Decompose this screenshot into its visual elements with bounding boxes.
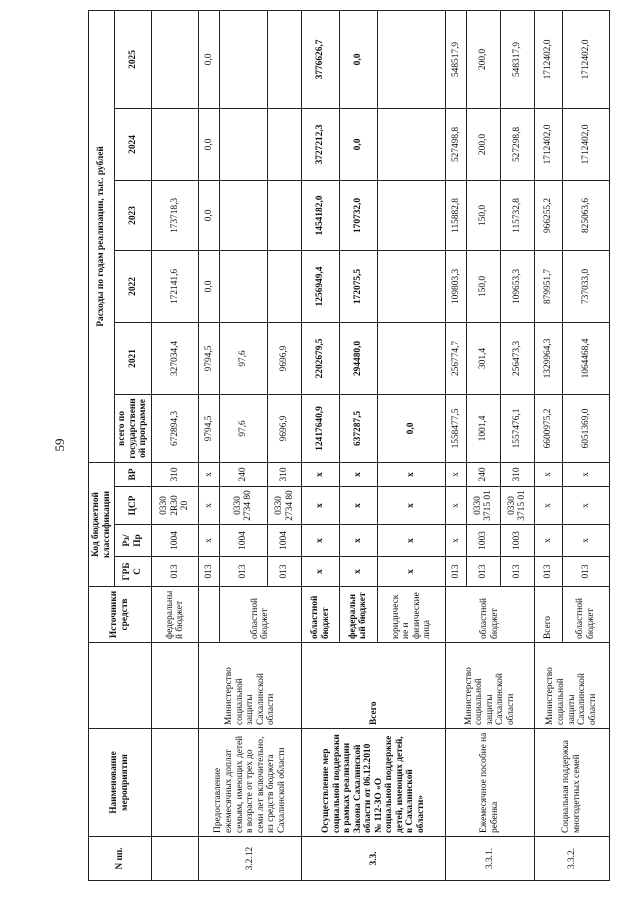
cell-2022: 150,0 bbox=[466, 250, 500, 322]
cell-source: областной бюджет bbox=[219, 587, 302, 643]
cell-name: Предоставление ежемесячных доплат семьям, имеющих детей в возрасте от трех до семи лет включительно, из средств бюджета Сахалинской области bbox=[199, 729, 302, 837]
cell-total: 672894,3 bbox=[151, 394, 199, 462]
cell-2024: 0,0 bbox=[340, 108, 378, 180]
cell-source: областной бюджет bbox=[446, 587, 534, 643]
cell-2024: 0,0 bbox=[199, 108, 219, 180]
cell-vr: x bbox=[562, 462, 609, 486]
cell-total: 9794,5 bbox=[199, 394, 219, 462]
cell-grbs: x bbox=[340, 557, 378, 587]
cell-name: Социальная поддержка многодетных семей bbox=[534, 729, 609, 837]
cell-2025: 200,0 bbox=[466, 10, 500, 108]
cell-csr: 0330 3715 01 bbox=[466, 487, 500, 525]
expenses-table bbox=[88, 10, 610, 881]
cell-grbs: 013 bbox=[446, 557, 466, 587]
cell-2022: 879951,7 bbox=[534, 250, 562, 322]
cell-name: Ежемесячное пособие на ребенка bbox=[446, 729, 534, 837]
cell-vr: 240 bbox=[219, 462, 267, 486]
cell-total: 1558477,5 bbox=[446, 394, 466, 462]
cell-num: 3.3. bbox=[302, 837, 446, 881]
cell-executor: Всего bbox=[302, 643, 446, 729]
table-row bbox=[151, 10, 199, 880]
cell-vr: x bbox=[302, 462, 340, 486]
cell-2023 bbox=[377, 180, 445, 250]
header-2025: 2025 bbox=[115, 10, 152, 108]
cell-2023: 150,0 bbox=[466, 180, 500, 250]
cell-source: областной бюджет bbox=[302, 587, 340, 643]
cell-2021 bbox=[377, 322, 445, 394]
cell-executor: Министерство социальной защиты Сахалинской области bbox=[534, 643, 609, 729]
cell-2022: 0,0 bbox=[199, 250, 219, 322]
header-vr: ВР bbox=[115, 462, 152, 486]
cell-2021: 1329964,3 bbox=[534, 322, 562, 394]
cell-total: 637287,5 bbox=[340, 394, 378, 462]
cell-vr: 310 bbox=[268, 462, 302, 486]
cell-2022: 172075,5 bbox=[340, 250, 378, 322]
cell-2022: 109653,3 bbox=[500, 250, 534, 322]
cell-2024: 527498,8 bbox=[446, 108, 466, 180]
cell-vr: x bbox=[377, 462, 445, 486]
cell-grbs: 013 bbox=[562, 557, 609, 587]
cell-2025 bbox=[151, 10, 199, 108]
cell-rzpr: x bbox=[302, 525, 340, 557]
cell-2024 bbox=[151, 108, 199, 180]
cell-2023: 115732,8 bbox=[500, 180, 534, 250]
cell-2024: 1712402,0 bbox=[534, 108, 562, 180]
cell-total: 97,6 bbox=[219, 394, 267, 462]
cell-vr: 310 bbox=[151, 462, 199, 486]
cell-2022: 737033,0 bbox=[562, 250, 609, 322]
cell-2022 bbox=[268, 250, 302, 322]
header-budget-classification: Код бюджетной классификации bbox=[89, 462, 115, 586]
cell-2023: 966255,2 bbox=[534, 180, 562, 250]
header-executor bbox=[89, 643, 152, 729]
cell-2021: 294480,0 bbox=[340, 322, 378, 394]
cell-2025: 0,0 bbox=[340, 10, 378, 108]
header-rzpr: Рз/ Пр bbox=[115, 525, 152, 557]
cell-grbs: 013 bbox=[466, 557, 500, 587]
cell-grbs: 013 bbox=[199, 557, 219, 587]
cell-rzpr: 1004 bbox=[151, 525, 199, 557]
cell-grbs: 013 bbox=[219, 557, 267, 587]
header-source: Источники средств bbox=[89, 587, 152, 643]
cell-2021: 97,6 bbox=[219, 322, 267, 394]
cell-2024 bbox=[377, 108, 445, 180]
cell-rzpr: x bbox=[199, 525, 219, 557]
cell-rzpr: x bbox=[340, 525, 378, 557]
cell-csr: x bbox=[377, 487, 445, 525]
header-2022: 2022 bbox=[115, 250, 152, 322]
cell-total: 0,0 bbox=[377, 394, 445, 462]
cell-vr: x bbox=[340, 462, 378, 486]
cell-2021: 301,4 bbox=[466, 322, 500, 394]
cell-executor bbox=[151, 643, 199, 729]
cell-num bbox=[151, 837, 199, 881]
cell-2022: 1256949,4 bbox=[302, 250, 340, 322]
table-row bbox=[302, 10, 340, 880]
cell-2021: 327034,4 bbox=[151, 322, 199, 394]
cell-2021: 256473,3 bbox=[500, 322, 534, 394]
cell-num: 3.3.2. bbox=[534, 837, 609, 881]
cell-csr: x bbox=[446, 487, 466, 525]
cell-csr: x bbox=[302, 487, 340, 525]
cell-total: 9696,9 bbox=[268, 394, 302, 462]
cell-csr: x bbox=[562, 487, 609, 525]
cell-2024 bbox=[219, 108, 267, 180]
header-num: N пп. bbox=[89, 837, 152, 881]
cell-rzpr: x bbox=[562, 525, 609, 557]
cell-2021: 9794,5 bbox=[199, 322, 219, 394]
cell-2021: 2202679,5 bbox=[302, 322, 340, 394]
cell-rzpr: 1003 bbox=[500, 525, 534, 557]
cell-grbs: x bbox=[377, 557, 445, 587]
cell-2022: 109803,3 bbox=[446, 250, 466, 322]
cell-source bbox=[199, 587, 219, 643]
cell-2025: 548317,9 bbox=[500, 10, 534, 108]
cell-grbs: 013 bbox=[151, 557, 199, 587]
cell-2025 bbox=[268, 10, 302, 108]
cell-rzpr: x bbox=[534, 525, 562, 557]
header-csr: ЦСР bbox=[115, 487, 152, 525]
header-2024: 2024 bbox=[115, 108, 152, 180]
header-grbs: ГРБС bbox=[115, 557, 152, 587]
table-row bbox=[534, 10, 562, 880]
cell-2025: 1712402,0 bbox=[534, 10, 562, 108]
cell-total: 12417640,9 bbox=[302, 394, 340, 462]
cell-2024 bbox=[268, 108, 302, 180]
cell-source: Всего bbox=[534, 587, 562, 643]
cell-name bbox=[151, 729, 199, 837]
cell-num: 3.3.1. bbox=[446, 837, 534, 881]
page-number: 59 bbox=[52, 438, 67, 452]
cell-2022 bbox=[219, 250, 267, 322]
cell-csr: 0330 2734 80 bbox=[268, 487, 302, 525]
cell-2024: 1712402,0 bbox=[562, 108, 609, 180]
cell-vr: x bbox=[199, 462, 219, 486]
header-row-1 bbox=[89, 10, 115, 880]
cell-2023: 170732,0 bbox=[340, 180, 378, 250]
cell-vr: 240 bbox=[466, 462, 500, 486]
cell-grbs: 013 bbox=[268, 557, 302, 587]
cell-2021: 9696,9 bbox=[268, 322, 302, 394]
cell-source: федеральный бюджет bbox=[151, 587, 199, 643]
cell-csr: x bbox=[199, 487, 219, 525]
cell-csr: x bbox=[534, 487, 562, 525]
cell-rzpr: x bbox=[377, 525, 445, 557]
cell-2024: 3727212,3 bbox=[302, 108, 340, 180]
cell-csr: 0330 3715 01 bbox=[500, 487, 534, 525]
cell-2023: 1454182,0 bbox=[302, 180, 340, 250]
cell-rzpr: 1004 bbox=[268, 525, 302, 557]
cell-total: 1001,4 bbox=[466, 394, 500, 462]
cell-source: федеральный бюджет bbox=[340, 587, 378, 643]
cell-2025: 3776626,7 bbox=[302, 10, 340, 108]
table-rotator bbox=[88, 11, 610, 881]
cell-2023: 825063,6 bbox=[562, 180, 609, 250]
cell-csr: x bbox=[340, 487, 378, 525]
cell-source: юридические и физические лица bbox=[377, 587, 445, 643]
cell-2022 bbox=[377, 250, 445, 322]
cell-csr: 0330 2734 80 bbox=[219, 487, 267, 525]
cell-executor: Министерство социальной защиты Сахалинской области bbox=[446, 643, 534, 729]
header-expenses: Расходы по годам реализации, тыс. рублей bbox=[89, 10, 115, 462]
cell-csr: 0330 2R30 20 bbox=[151, 487, 199, 525]
cell-vr: 310 bbox=[500, 462, 534, 486]
cell-2023 bbox=[268, 180, 302, 250]
cell-2023: 0,0 bbox=[199, 180, 219, 250]
cell-rzpr: 1004 bbox=[219, 525, 267, 557]
cell-2025 bbox=[377, 10, 445, 108]
cell-2024: 527298,8 bbox=[500, 108, 534, 180]
cell-2022: 172141,6 bbox=[151, 250, 199, 322]
header-name: Наименование мероприятия bbox=[89, 729, 152, 837]
cell-2021: 256774,7 bbox=[446, 322, 466, 394]
header-total: всего по государственной программе bbox=[115, 394, 152, 462]
cell-total: 1557476,1 bbox=[500, 394, 534, 462]
cell-grbs: 013 bbox=[500, 557, 534, 587]
cell-rzpr: x bbox=[446, 525, 466, 557]
cell-2023: 173718,3 bbox=[151, 180, 199, 250]
cell-source: областной бюджет bbox=[562, 587, 609, 643]
cell-vr: x bbox=[446, 462, 466, 486]
cell-2025: 1712402,0 bbox=[562, 10, 609, 108]
cell-rzpr: 1003 bbox=[466, 525, 500, 557]
cell-2025 bbox=[219, 10, 267, 108]
cell-2025: 0,0 bbox=[199, 10, 219, 108]
cell-name: Осуществление мер социальной поддержки в рамках реализации Закона Сахалинской области от 06.12.2010 № 112-ЗО «О социальной поддержке детей, имеющих детей, в Сахалинской области» bbox=[302, 729, 446, 837]
cell-2021: 1064468,4 bbox=[562, 322, 609, 394]
header-2021: 2021 bbox=[115, 322, 152, 394]
cell-2023 bbox=[219, 180, 267, 250]
cell-2025: 548517,9 bbox=[446, 10, 466, 108]
cell-total: 6600975,2 bbox=[534, 394, 562, 462]
cell-grbs: 013 bbox=[534, 557, 562, 587]
cell-executor: Министерство социальной защиты Сахалинской области bbox=[199, 643, 302, 729]
cell-total: 6051369,0 bbox=[562, 394, 609, 462]
cell-2023: 115882,8 bbox=[446, 180, 466, 250]
cell-2024: 200,0 bbox=[466, 108, 500, 180]
cell-grbs: x bbox=[302, 557, 340, 587]
table-row bbox=[199, 10, 219, 880]
header-2023: 2023 bbox=[115, 180, 152, 250]
cell-num: 3.2.12 bbox=[199, 837, 302, 881]
table-row bbox=[446, 10, 466, 880]
cell-vr: x bbox=[534, 462, 562, 486]
